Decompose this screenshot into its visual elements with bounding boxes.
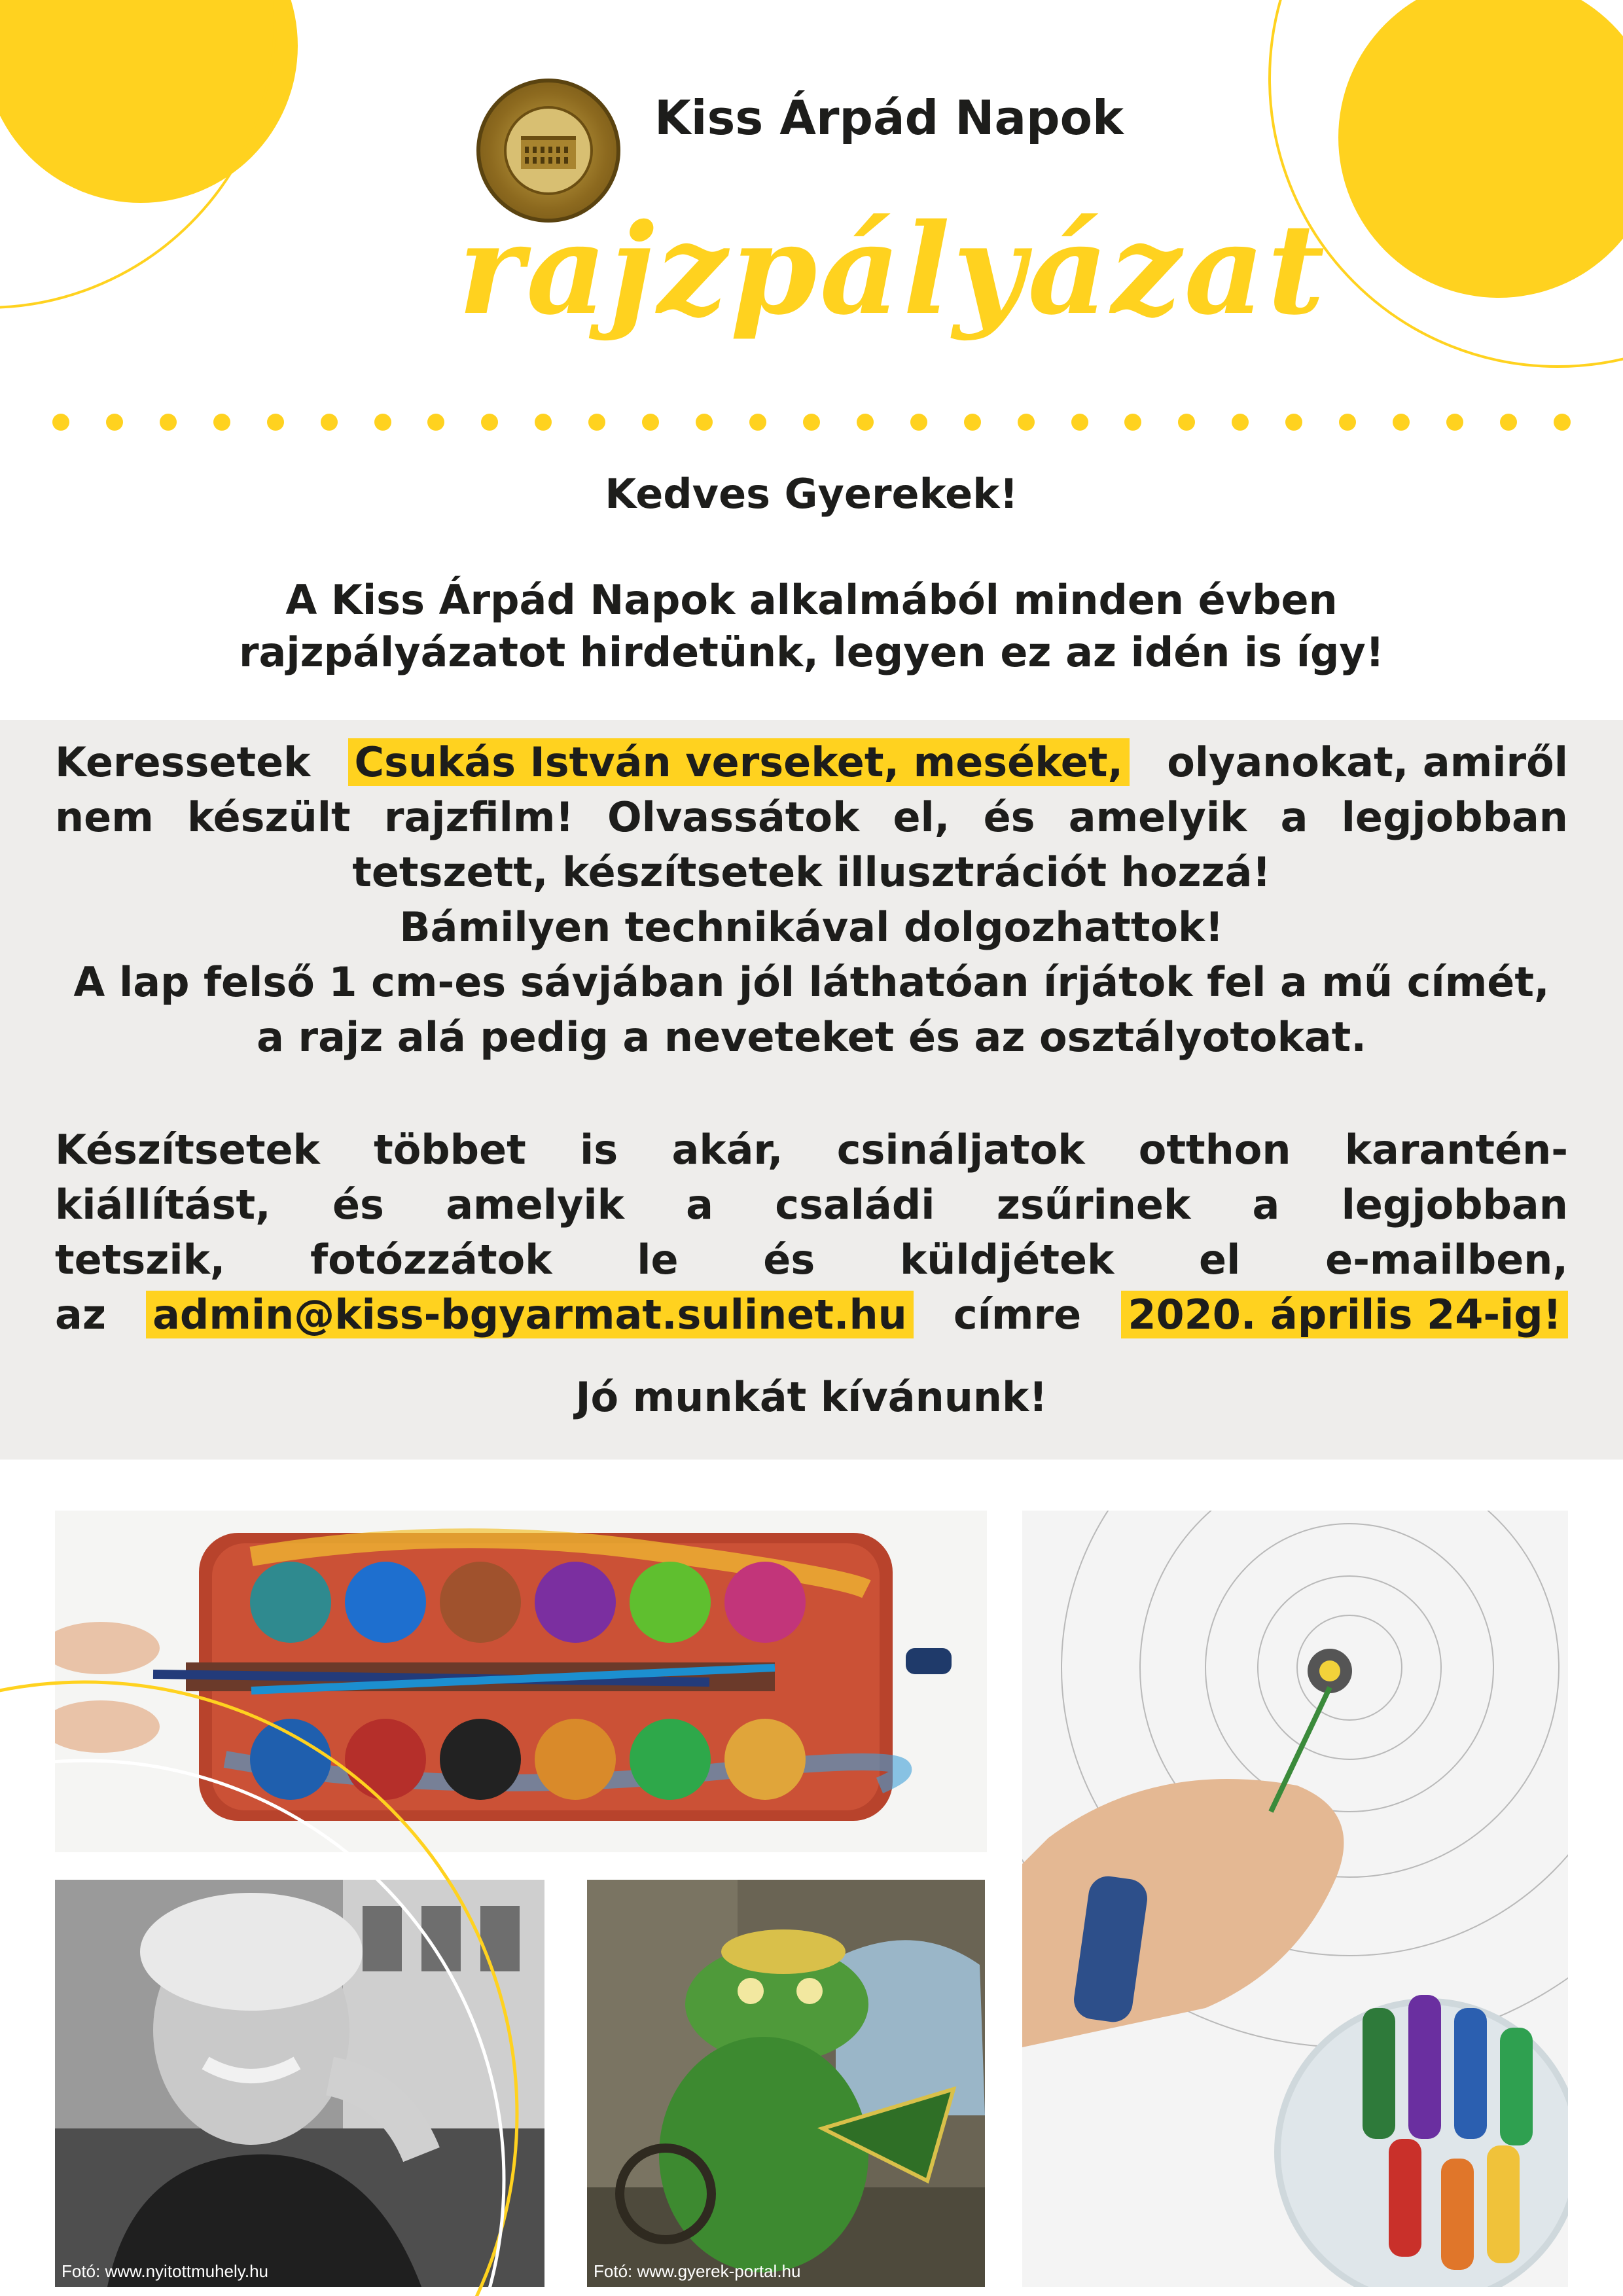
word: fotózzátok xyxy=(310,1236,552,1283)
word: el xyxy=(1199,1236,1241,1283)
word: otthon xyxy=(1138,1126,1291,1174)
word: és xyxy=(332,1181,384,1229)
panel-p1-line-3: tetszett, készítsetek illusztrációt hozzá! xyxy=(352,848,1271,896)
word: is xyxy=(580,1126,618,1174)
watercolor-palette-icon xyxy=(55,1511,987,1852)
highlight-authors: Csukás István verseket, meséket, xyxy=(348,738,1130,786)
word: amelyik xyxy=(1068,793,1247,841)
greeting: Kedves Gyerekek! xyxy=(605,470,1018,518)
word: legjobban xyxy=(1341,793,1568,841)
page-title: rajzpályázat xyxy=(458,196,1328,342)
intro-line-2: rajzpályázatot hirdetünk, legyen ez az idén is így! xyxy=(238,628,1385,676)
word: legjobban xyxy=(1341,1181,1568,1229)
word: amelyik xyxy=(446,1181,624,1229)
text-segment: olyanokat, amiről xyxy=(1167,738,1568,786)
author-portrait-icon xyxy=(55,1880,544,2287)
email-link[interactable]: admin@kiss-bgyarmat.sulinet.hu xyxy=(146,1291,914,1338)
panel-p2-line-4 xyxy=(55,1291,1568,1338)
word: többet xyxy=(374,1126,526,1174)
photo-child-coloring xyxy=(1022,1511,1568,2287)
word: és xyxy=(983,793,1035,841)
word: akár, xyxy=(671,1126,783,1174)
intro-line-1: A Kiss Árpád Napok alkalmából minden évben xyxy=(285,576,1338,624)
text-segment: címre xyxy=(953,1291,1082,1338)
word: zsűrinek xyxy=(996,1181,1191,1229)
word: kiállítást, xyxy=(55,1181,271,1229)
photo-dragon-puppet xyxy=(587,1880,985,2287)
photo-credit: Fotó: www.nyitottmuhely.hu xyxy=(62,2261,268,2281)
panel-p2-line-2 xyxy=(55,1181,1568,1229)
panel-p2-line-3 xyxy=(55,1236,1568,1283)
word: a xyxy=(1252,1181,1280,1229)
word: e-mailben, xyxy=(1325,1236,1568,1283)
word: Olvassátok xyxy=(607,793,860,841)
word: készült xyxy=(187,793,351,841)
organization-name: Kiss Árpád Napok xyxy=(654,90,1124,145)
word: családi xyxy=(775,1181,935,1229)
word: el, xyxy=(893,793,950,841)
word: és xyxy=(763,1236,815,1283)
dotted-divider xyxy=(52,414,1571,437)
word: a xyxy=(1280,793,1308,841)
panel-p1-line-1 xyxy=(55,738,1568,786)
word: tetszik, xyxy=(55,1236,226,1283)
corner-circle-left-filled xyxy=(0,0,298,203)
word: csináljatok xyxy=(836,1126,1085,1174)
dragon-puppet-icon xyxy=(587,1880,985,2287)
photo-credit: Fotó: www.gyerek-portal.hu xyxy=(594,2261,801,2281)
photo-watercolor-palette xyxy=(55,1511,987,1852)
panel-p1-line-5: A lap felső 1 cm-es sávjában jól láthatóan írjátok fel a mű címét, xyxy=(73,958,1550,1006)
word: Készítsetek xyxy=(55,1126,320,1174)
panel-p2-line-1 xyxy=(55,1126,1568,1174)
corner-circle-right-filled xyxy=(1338,0,1623,298)
panel-p1-line-6: a rajz alá pedig a neveteket és az osztályotokat. xyxy=(257,1013,1366,1061)
deadline-highlight: 2020. április 24-ig! xyxy=(1121,1291,1568,1338)
text-segment: az xyxy=(55,1291,106,1338)
photo-author-portrait xyxy=(55,1880,544,2287)
word: küldjétek xyxy=(900,1236,1115,1283)
panel-p1-line-2 xyxy=(55,793,1568,841)
corner-circle-left-outline xyxy=(0,0,275,308)
word: karantén- xyxy=(1344,1126,1568,1174)
word: nem xyxy=(55,793,154,841)
word: le xyxy=(637,1236,679,1283)
coloring-crayons-icon xyxy=(1022,1511,1568,2287)
word: a xyxy=(686,1181,713,1229)
panel-p1-line-4: Bámilyen technikával dolgozhattok! xyxy=(399,903,1224,951)
text-segment: Keressetek xyxy=(55,738,311,786)
closing-line: Jó munkát kívánunk! xyxy=(575,1373,1048,1421)
word: rajzfilm! xyxy=(383,793,574,841)
